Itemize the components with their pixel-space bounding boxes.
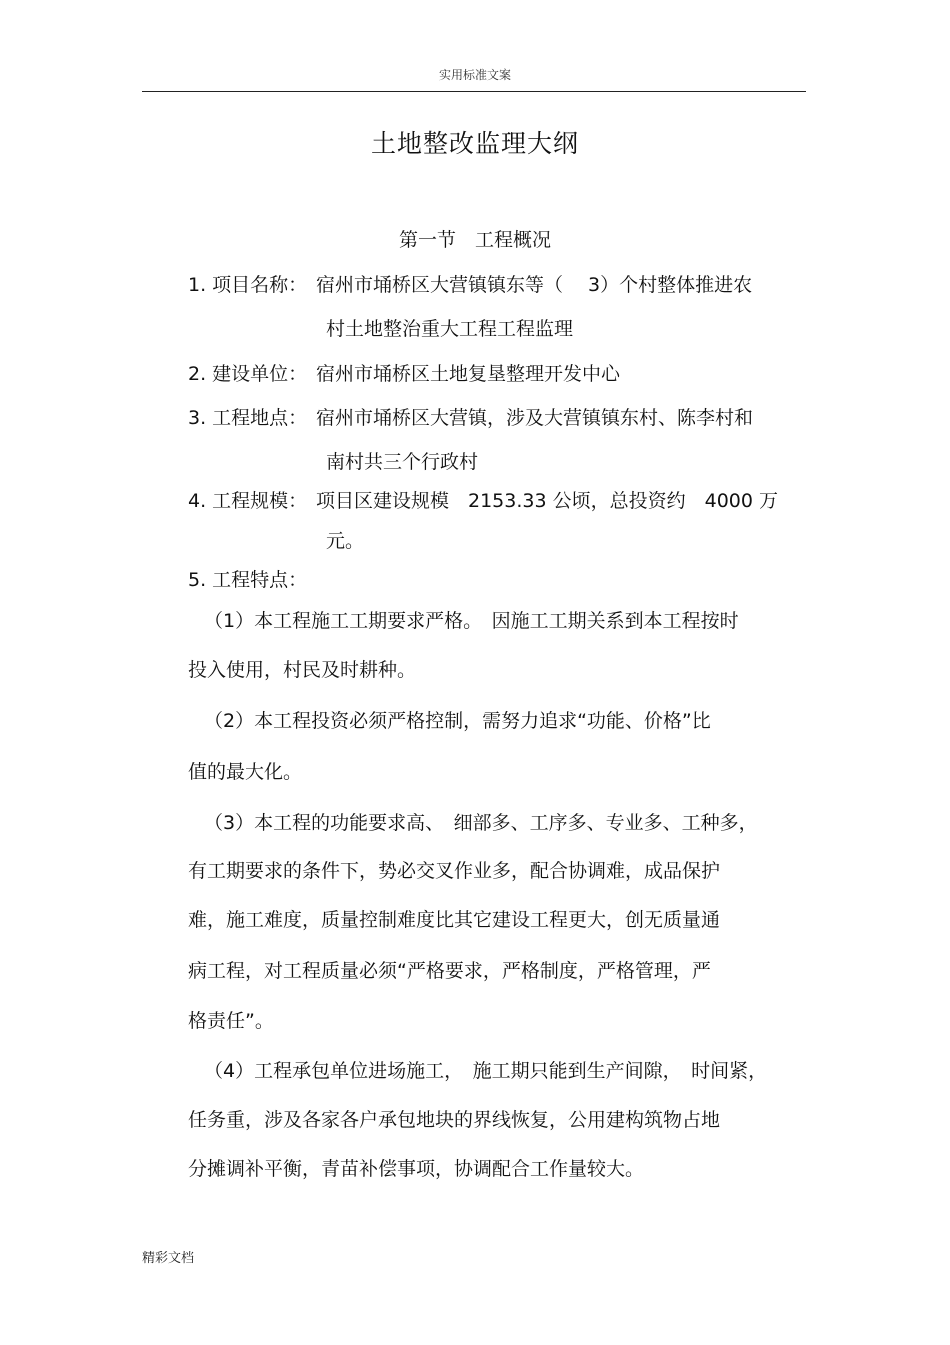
- item-text: 宿州市埇桥区大营镇，涉及大营镇镇东村、陈李村和: [316, 407, 754, 429]
- paragraph-line: （4）工程承包单位进场施工， 施工期只能到生产间隙， 时间紧，: [204, 1060, 768, 1082]
- item-label: 3. 工程地点：: [188, 407, 308, 429]
- paragraph-line: （3）本工程的功能要求高、 细部多、工序多、专业多、工种多，: [204, 812, 758, 834]
- item-label: 1. 项目名称：: [188, 274, 308, 296]
- item-label: 2. 建设单位：: [188, 363, 308, 385]
- item-text: 项目区建设规模 2153.33 公顷，总投资约 4000 万: [316, 490, 779, 512]
- item-text: 村土地整治重大工程工程监理: [326, 318, 574, 340]
- paragraph-line: 任务重，涉及各家各户承包地块的界线恢复，公用建构筑物占地: [188, 1109, 721, 1131]
- paragraph-line: 值的最大化。: [188, 761, 303, 783]
- item-label: 5. 工程特点：: [188, 569, 308, 591]
- paragraph-line: （1）本工程施工工期要求严格。 因施工工期关系到本工程按时: [204, 610, 739, 632]
- item-text: 元。: [326, 530, 365, 552]
- item-text: 宿州市埇桥区大营镇镇东等（ 3）个村整体推进农: [316, 274, 753, 296]
- item-text: 南村共三个行政村: [326, 451, 479, 473]
- paragraph-line: 分摊调补平衡，青苗补偿事项，协调配合工作量较大。: [188, 1158, 645, 1180]
- page-header: 实用标准文案: [438, 68, 511, 82]
- paragraph-line: 难，施工难度，质量控制难度比其它建设工程更大，创无质量通: [188, 909, 721, 931]
- paragraph-line: （2）本工程投资必须严格控制，需努力追求“功能、价格”比: [204, 710, 711, 732]
- paragraph-line: 病工程，对工程质量必须“严格要求，严格制度，严格管理，严: [188, 960, 711, 982]
- section-title: 第一节 工程概况: [398, 229, 551, 251]
- header-divider: [142, 91, 806, 92]
- paragraph-line: 有工期要求的条件下，势必交叉作业多，配合协调难，成品保护: [188, 860, 721, 882]
- paragraph-line: 格责任”。: [188, 1010, 274, 1032]
- paragraph-line: 投入使用，村民及时耕种。: [188, 659, 417, 681]
- item-text: 宿州市埇桥区土地复垦整理开发中心: [316, 363, 621, 385]
- document-title: 土地整改监理大纲: [370, 129, 579, 158]
- page-footer: 精彩文档: [142, 1251, 195, 1266]
- item-label: 4. 工程规模：: [188, 490, 308, 512]
